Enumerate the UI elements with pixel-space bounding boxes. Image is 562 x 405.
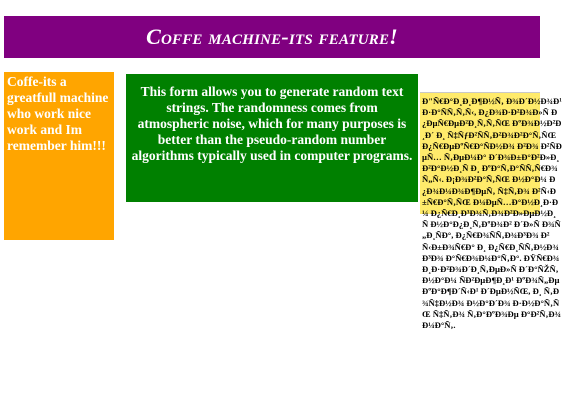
info-box [126,74,418,202]
page-title: Coffe machine-its feature! [146,24,398,49]
garbled-text: Ð"Ñ€Ð°Ð¸Ð¸Ð¶Ð½Ñ‚ Ð¾Ð´Ð½Ð¾Ð¹ Ð·Ð°ÑÑ‚Ñ‚Ñ‹, Ð¿Ð¾Ð·Ð²Ð¾Ð»Ñ Ð¿ÐµÑ€ÐµÐ²Ð¸Ñ‚Ñ‚ÑŒ ÐºÐ¾Ð½Ð²Ð¸Ð´ Ð¸ Ñ‡ÑƒÐ²ÑÑ‚Ð²Ð¾Ð²Ð°Ñ‚ÑŒ Ð¿Ñ€ÐµÐºÑ€Ð°ÑÐ½Ð¾ Ð²Ð¾ Ð²ÑÐµÑ… Ñ‚ÐµÐ¼Ð° Ð´Ð¾Ð±Ð°Ð²Ð»Ð¸Ð²Ð°Ð½Ð¸Ñ Ð¸ ÐºÐ°Ñ‚Ð°ÑÑ‚Ñ€Ð¾Ñ„Ñ‹. Ð¡Ð¾Ð²Ð°Ñ‚ÑŒ Ð½Ð°Ð¼ Ð¿Ð¾Ð¼Ð¾Ð¶ÐµÑ‚ Ñ‡Ñ‚Ð¾ Ð²Ñ‹Ð±Ñ€Ð°Ñ‚ÑŒ Ð¼ÐµÑ…Ð°Ð½Ð¸Ð·Ð¼ Ð¿Ñ€Ð¸Ð³Ð¾Ñ‚Ð¾Ð²Ð»ÐµÐ½Ð¸Ñ Ð½Ð°Ð¿Ð¸Ñ‚ÐºÐ¾Ð² Ð´Ð»Ñ Ð¾Ñ„Ð¸ÑÐ°, Ð¿Ñ€Ð¾ÑÑ‚Ð¾Ð³Ð¾ Ð²Ñ‹Ð±Ð¾Ñ€Ð° Ð¸ Ð¿Ñ€Ð¸ÑÑ‚Ð½Ð¾Ð³Ð¾ Ð°Ñ€Ð¾Ð¼Ð°Ñ‚Ð°. ÐŸÑ€Ð¾Ð¸Ð·Ð²Ð¾Ð´Ð¸Ñ‚ÐµÐ»Ñ Ð´Ð°ÑŽÑ‚ Ð½Ð°Ð¼ ÑÐ²ÐµÐ¶Ð¸Ð¹ ÐºÐ¾Ñ„Ðµ ÐºÐ°Ð¶Ð´Ñ‹Ð¹ Ð´ÐµÐ½ÑŒ, Ð¸ Ñ‚Ð¾Ñ‡Ð½Ð¾ Ð½Ð°Ð´Ð¾ Ð·Ð½Ð°Ñ‚ÑŒ Ñ‡Ñ‚Ð¾ Ñ‚Ð°ÐºÐ¾Ðµ Ð°Ð²Ñ‚Ð¾Ð¼Ð°Ñ‚. [422,96,562,331]
sidebar-note-text: Coffe-its a greatfull machine who work nice work and Im remember him!!! [7,74,109,153]
garbled-text-panel [420,92,562,362]
info-box-text: This form allows you to generate random text strings. The randomness comes from atmospheric noise, which for many purposes is better than the pseudo-random number algorithms typically used in computer programs. [131,84,413,163]
title-banner [4,16,540,58]
sidebar-note [4,72,114,240]
